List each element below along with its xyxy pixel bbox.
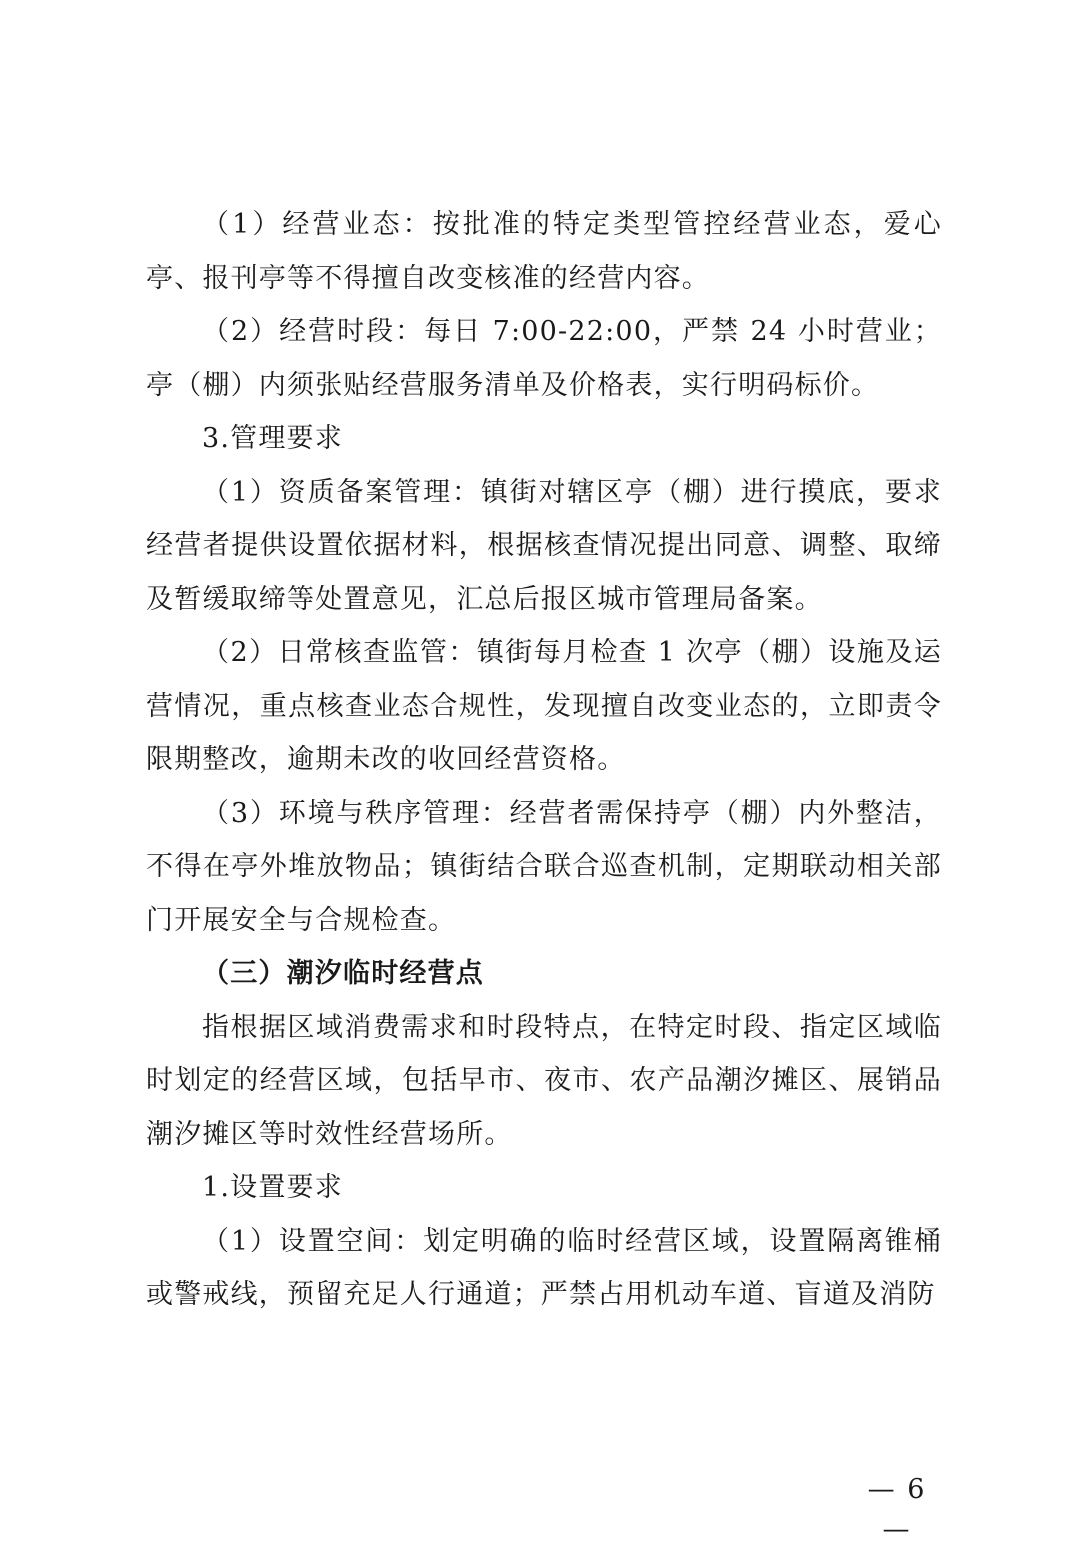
paragraph-setup-space: （1）设置空间：划定明确的临时经营区域，设置隔离锥桶或警戒线，预留充足人行通道；严禁占用机动车道、盲道及消防 (146, 1225, 942, 1310)
paragraph-tidal-definition: 指根据区域消费需求和时段特点，在特定时段、指定区域临时划定的经营区域，包括早市、夜市、农产品潮汐摊区、展销品潮汐摊区等时效性经营场所。 (146, 1011, 942, 1150)
paragraph-qualification-filing: （1）资质备案管理：镇街对辖区亭（棚）进行摸底，要求经营者提供设置依据材料，根据核查情况提出同意、调整、取缔及暂缓取缔等处置意见，汇总后报区城市管理局备案。 (146, 476, 942, 615)
paragraph-business-format: （1）经营业态：按批准的特定类型管控经营业态，爱心亭、报刊亭等不得擅自改变核准的经营内容。 (146, 209, 942, 294)
page-number: — 6 — (867, 1474, 927, 1545)
paragraph-environment-order: （3）环境与秩序管理：经营者需保持亭（棚）内外整洁，不得在亭外堆放物品；镇街结合联合巡查机制，定期联动相关部门开展安全与合规检查。 (146, 797, 942, 936)
heading-setup-requirements: 1.设置要求 (202, 1172, 343, 1203)
document-body (146, 198, 942, 1322)
paragraph-daily-inspection: （2）日常核查监管：镇街每月检查 1 次亭（棚）设施及运营情况，重点核查业态合规性，发现擅自改变业态的，立即责令限期整改，逾期未改的收回经营资格。 (146, 637, 942, 775)
paragraph-business-hours: （2）经营时段：每日 7:00-22:00，严禁 24 小时营业；亭（棚）内须张贴经营服务清单及价格表，实行明码标价。 (146, 316, 942, 401)
heading-tidal-temporary-points: （三）潮汐临时经营点 (202, 958, 484, 989)
heading-management-requirements: 3.管理要求 (202, 423, 343, 454)
